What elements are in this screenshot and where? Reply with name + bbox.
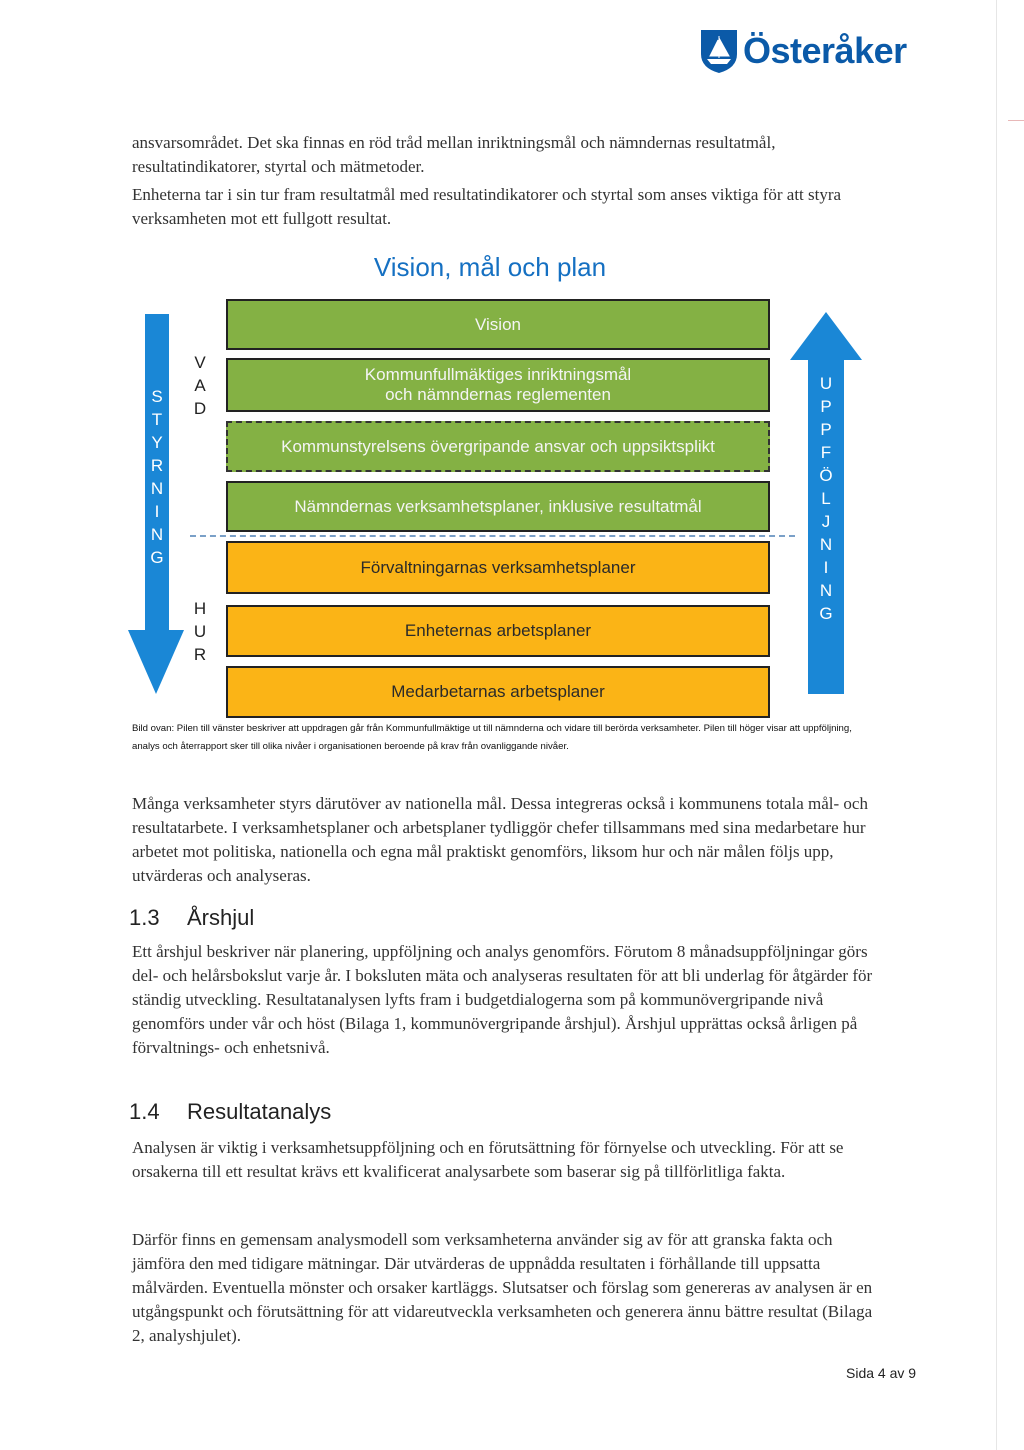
styrning-letter: N [150,525,164,544]
med-box-label: Medarbetarnas arbetsplaner [391,682,605,701]
uppfoljning-label [816,372,836,625]
osteraker-logo [699,28,907,74]
enh-box-label: Enheternas arbetsplaner [404,621,592,640]
styrning-letter: I [154,502,160,521]
styrning-label [147,385,167,569]
page-number: Sida 4 av 9 [846,1365,917,1381]
styrning-letter: N [150,479,164,498]
styrning-letter: G [150,548,164,567]
vad-label [190,351,210,420]
medarbetare-box [226,666,770,718]
namnd-box-label: Nämndernas verksamhetsplaner, inklusive resultatmål [294,496,702,516]
body-paragraph-4: Ett årshjul beskriver när planering, uppföljning och analys genomförs. Förutom 8 månadsuppföljningar görs del- och helårsbokslut varje år. I boksluten mäta och analyseras resultaten för att bli underlag för åtgärder för ständig utveckling. Resultatanalysen lyfts fram i budgetdialogerna som på kommunövergripande nivå genomförs under vår och höst (Bilaga 1, kommunövergripande årshjul). Årshjul upprättas också årligen på förvaltnings- och enhetsnivå. [132,942,873,1057]
section-title: Årshjul [187,905,255,930]
intro-paragraph-1: ansvarsområdet. Det ska finnas en röd tråd mellan inriktningsmål och nämndernas resultatmål, resultatindikatorer, styrtal och mätmetoder. [132,133,776,176]
forv-box-label: Förvaltningarnas verksamhetsplaner [360,557,636,577]
uppfoljning-letter: P [820,397,832,416]
enheter-box [226,605,770,657]
body-paragraph-6: Därför finns en gemensam analysmodell som verksamheterna använder sig av för att granska fakta och jämföra den med tidigare mätningar. Där utvärderas de uppnådda resultaten i förhållande till uppsatta målvärden. Eventuella mönster och orsaker kartläggs. Slutsatser och förslag som genereras av analysen är en utgångspunkt och förutsättning för att vidareutveckla verksamheten och generera ännu bättre resultat (Bilaga 2, analyshjulet). [132,1230,873,1345]
uppfoljning-letter: N [819,581,833,600]
brand-name: Österåker [743,30,907,71]
hur-label [190,597,210,666]
vision-box [226,299,770,350]
forvaltningar-box [226,541,770,594]
namnder-box [226,481,770,532]
kf-box-line-1: Kommunfullmäktiges inriktningsmål [364,365,632,384]
vad-letter: A [194,376,206,395]
uppfoljning-letter: N [819,535,833,554]
vad-hur-divider [190,535,795,537]
uppfoljning-letter: Ö [819,466,833,485]
vision-box-label: Vision [475,314,521,334]
page-edge-line [996,0,997,1450]
styrning-letter: R [150,456,164,475]
uppfoljning-letter: I [823,558,829,577]
section-title: Resultatanalys [187,1099,332,1124]
figure-caption: Bild ovan: Pilen till vänster beskriver att uppdragen går från Kommunfullmäktige ut till nämnderna och vidare till berörda verksamheter. Pilen till höger visar att uppföljning, analys och återrapport sker till olika nivåer i organisationen beroende på krav från ovanliggande nivåer. [132,723,852,752]
kf-box-line-2: och nämndernas reglementen [385,385,611,404]
uppfoljning-letter: J [821,512,831,531]
coat-of-arms-icon [699,28,739,74]
hur-letter: H [193,599,207,618]
uppfoljning-letter: G [819,604,833,623]
intro-paragraph-2: Enheterna tar i sin tur fram resultatmål med resultatindikatorer och styrtal som anses viktiga för att styra verksamheten mot ett fullgott resultat. [132,185,842,228]
body-paragraph-5: Analysen är viktig i verksamhetsuppföljning och en förutsättning för förnyelse och utveckling. För att se orsakerna till ett resultat krävs ett kvalificerat analysarbete som baserar sig på tillförlitliga fakta. [132,1138,844,1181]
kommunstyrelsen-box [226,421,770,472]
uppfoljning-letter: L [821,489,831,508]
styrning-letter: T [151,410,163,429]
styrning-letter: S [151,387,163,406]
hur-letter: U [193,622,207,641]
section-number: 1.3 [129,905,160,930]
ks-box-label: Kommunstyrelsens övergripande ansvar och uppsiktsplikt [281,436,715,456]
section-heading-1-3 [129,905,254,931]
uppfoljning-letter: P [820,420,832,439]
section-heading-1-4 [129,1099,331,1125]
section-number: 1.4 [129,1099,160,1124]
styrning-letter: Y [151,433,163,452]
uppfoljning-letter: F [820,443,832,462]
hur-letter: R [193,645,207,664]
kommunfullmaktige-box [226,358,770,412]
vad-letter: V [194,353,206,372]
uppfoljning-letter: U [819,374,833,393]
body-paragraph-3: Många verksamheter styrs därutöver av nationella mål. Dessa integreras också i kommunens totala mål- och resultatarbete. I verksamhetsplaner och arbetsplaner tydliggör chefer tillsammans med sina medarbetare hur arbetet mot politiska, nationella och egna mål praktiskt genomförs, liksom hur och när målen följs upp, utvärderas och analyseras. [132,794,868,885]
diagram-title: Vision, mål och plan [373,252,607,282]
page-edge-mark [1008,120,1024,121]
vad-letter: D [193,399,207,418]
